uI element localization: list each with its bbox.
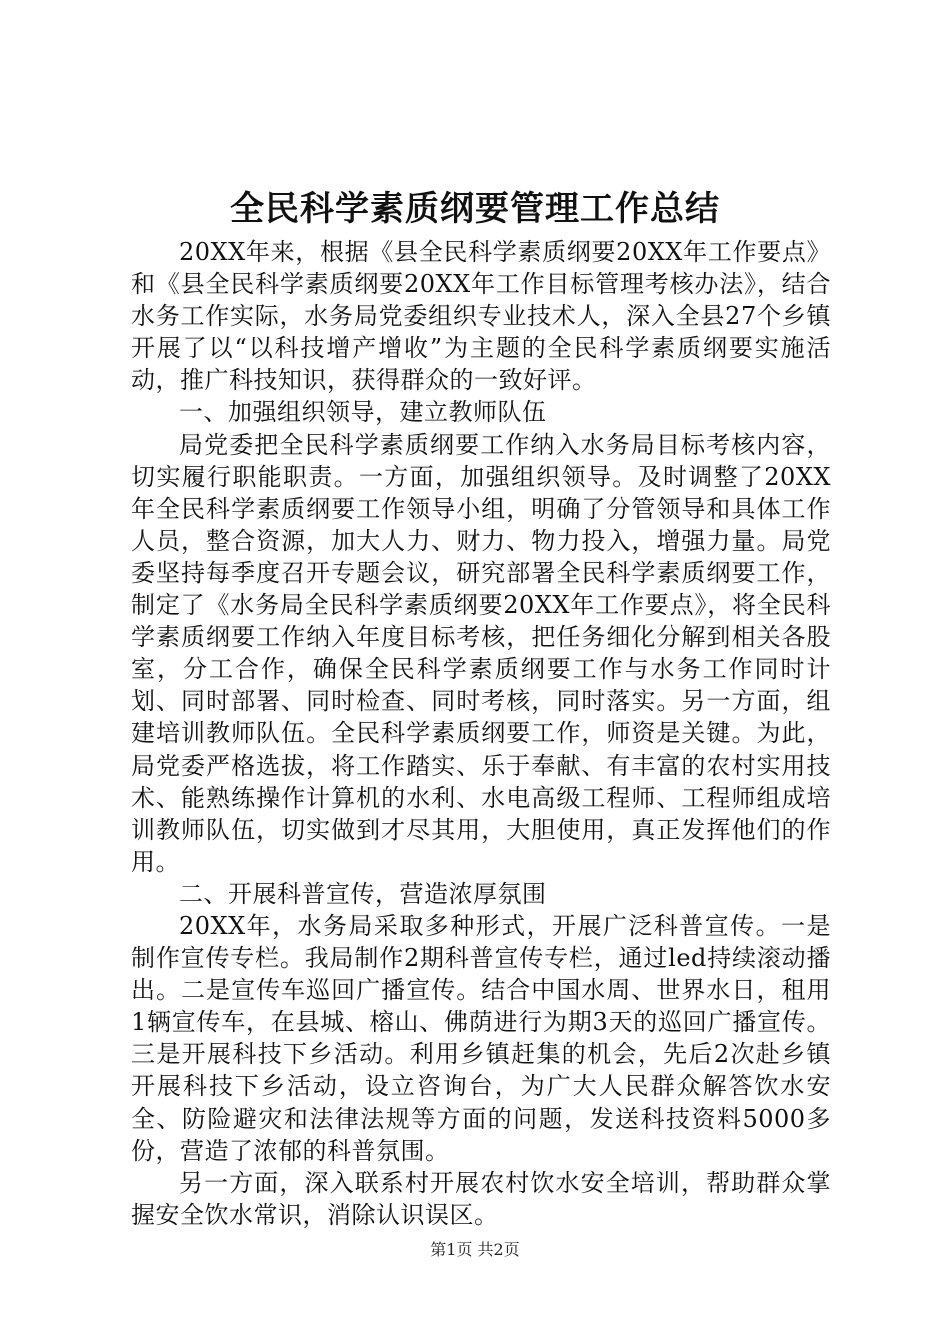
intro-paragraph: 20XX年来，根据《县全民科学素质纲要20XX年工作要点》和《县全民科学素质纲要20XX年工作目标管理考核办法》，结合水务工作实际，水务局党委组织专业技术人，深入全县27个乡镇开展了以“以科技增产增收”为主题的全民科学素质纲要实施活动，推广科技知识，获得群众的一致好评。 — [131, 238, 831, 395]
section-1-paragraph: 局党委把全民科学素质纲要工作纳入水务局目标考核内容，切实履行职能职责。一方面，加强组织领导。及时调整了20XX年全民科学素质纲要工作领导小组，明确了分管领导和具体工作人员，整合资源，加大人力、财力、物力投入，增强力量。局党委坚持每季度召开专题会议，研究部署全民科学素质纲要工作，制定了《水务局全民科学素质纲要20XX年工作要点》，将全民科学素质纲要工作纳入年度目标考核，把任务细化分解到相关各股室，分工合作，确保全民科学素质纲要工作与水务工作同时计划、同时部署、同时检查、同时考核，同时落实。另一方面，组建培训教师队伍。全民科学素质纲要工作，师资是关键。为此，局党委严格选拔，将工作踏实、乐于奉献、有丰富的农村实用技术、能熟练操作计算机的水利、水电高级工程师、工程师组成培训教师队伍，切实做到才尽其用，大胆使用，真正发挥他们的作用。 — [131, 430, 831, 876]
document-body — [131, 236, 831, 1231]
section-2-paragraph: 20XX年，水务局采取多种形式，开展广泛科普宣传。一是制作宣传专栏。我局制作2期科普宣传专栏，通过led持续滚动播出。二是宣传车巡回广播宣传。结合中国水周、世界水日，租用1辆宣传车，在县城、榕山、佛荫进行为期3天的巡回广播宣传。三是开展科技下乡活动。利用乡镇赶集的机会，先后2次赴乡镇开展科技下乡活动，设立咨询台，为广大人民群众解答饮水安全、防险避灾和法律法规等方面的问题，发送科技资料5000多份，营造了浓郁的科普氛围。 — [131, 911, 831, 1165]
closing-paragraph: 另一方面，深入联系村开展农村饮水安全培训，帮助群众掌握安全饮水常识，消除认识误区。 — [131, 1168, 831, 1229]
document-title: 全民科学素质纲要管理工作总结 — [230, 189, 720, 229]
section-heading-2: 二、开展科普宣传，营造浓厚氛围 — [179, 879, 547, 908]
page-footer: 第1页 共2页 — [430, 1240, 520, 1259]
section-heading-1: 一、加强组织领导，建立教师队伍 — [179, 398, 547, 427]
